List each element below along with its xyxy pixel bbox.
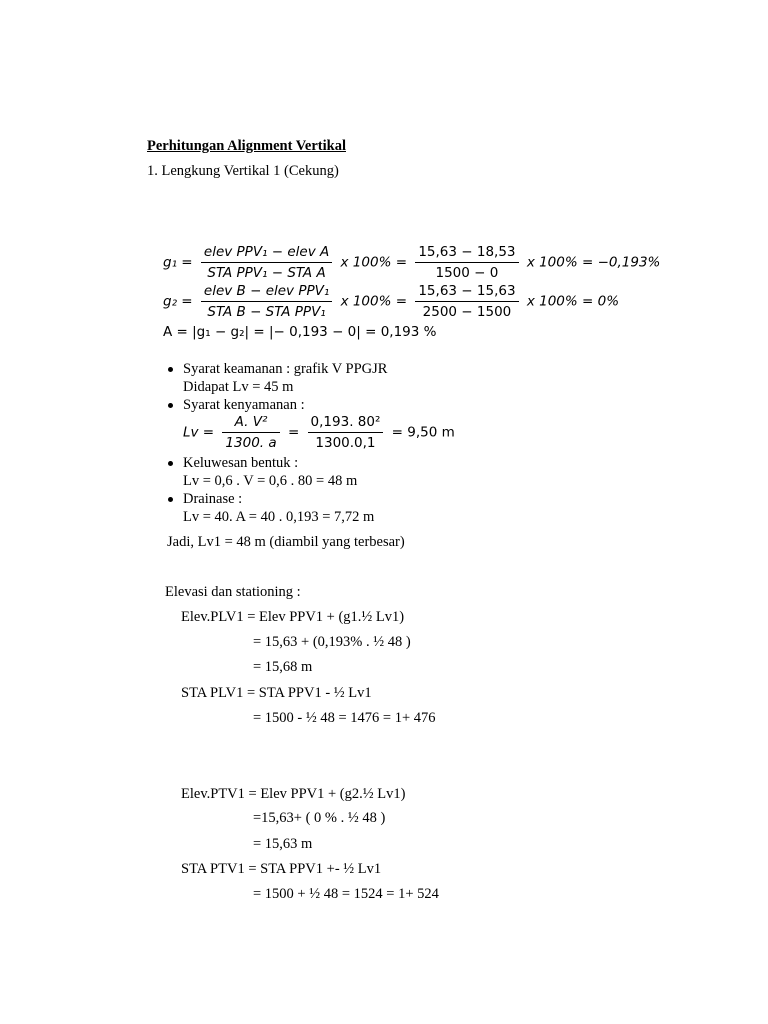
elev-ptv-line3: = 15,63 m: [253, 836, 313, 852]
g2-equation: [163, 283, 619, 320]
a-equation: A = |g₁ − g₂| = |− 0,193 − 0| = 0,193 %: [163, 324, 437, 340]
lv-value-numerator: 0,193. 80²: [308, 414, 384, 433]
elev-plv-line3: = 15,68 m: [253, 659, 313, 675]
elev-ptv-line1: Elev.PTV1 = Elev PPV1 + (g2.½ Lv1): [181, 786, 406, 802]
bullet-marker: [168, 367, 173, 372]
page-title: Perhitungan Alignment Vertikal: [147, 138, 346, 154]
lv-equals: =: [287, 424, 300, 441]
sta-ptv-line1: STA PTV1 = STA PPV1 +- ½ Lv1: [181, 861, 382, 877]
g2-lhs: g₂ =: [163, 293, 193, 310]
g1-result: x 100% = −0,193%: [526, 254, 661, 271]
bullet-keluwesan-title: Keluwesan bentuk :: [183, 455, 299, 471]
bullet-drainase-line: Lv = 40. A = 40 . 0,193 = 7,72 m: [183, 509, 375, 525]
elev-plv-line1: Elev.PLV1 = Elev PPV1 + (g1.½ Lv1): [181, 609, 405, 625]
bullet-keluwesan-line: Lv = 0,6 . V = 0,6 . 80 = 48 m: [183, 473, 358, 489]
lv-fraction: [222, 414, 279, 451]
lv-lhs: Lv =: [183, 424, 215, 441]
sta-plv-line1: STA PLV1 = STA PPV1 - ½ Lv1: [181, 685, 372, 701]
g2-denominator: STA B − STA PPV₁: [207, 304, 326, 321]
g1-multiplier: x 100% =: [340, 254, 408, 271]
bullet-drainase-title: Drainase :: [183, 491, 243, 507]
g1-lhs: g₁ =: [163, 254, 193, 271]
bullet-marker: [168, 461, 173, 466]
section-heading: 1. Lengkung Vertikal 1 (Cekung): [147, 163, 339, 179]
g1-denominator: STA PPV₁ − STA A: [207, 265, 326, 282]
g2-value-denominator: 2500 − 1500: [422, 304, 512, 321]
bullet-keamanan-line: Didapat Lv = 45 m: [183, 379, 294, 395]
kenyamanan-equation: [183, 414, 455, 451]
bullet-keamanan-title: Syarat keamanan : grafik V PPGJR: [183, 361, 388, 377]
lv-value-denominator: 1300.0,1: [315, 435, 376, 452]
g2-value-fraction: [415, 283, 518, 320]
g2-multiplier: x 100% =: [340, 293, 408, 310]
g1-numerator: elev PPV₁ − elev A: [201, 244, 332, 263]
g2-fraction: [201, 283, 332, 320]
bullet-marker: [168, 403, 173, 408]
bullet-marker: [168, 497, 173, 502]
bullet-kenyamanan-title: Syarat kenyamanan :: [183, 397, 305, 413]
g1-equation: [163, 244, 660, 281]
lv-result: = 9,50 m: [391, 424, 455, 441]
sta-plv-line2: = 1500 - ½ 48 = 1476 = 1+ 476: [253, 710, 436, 726]
g2-numerator: elev B − elev PPV₁: [201, 283, 332, 302]
g1-value-denominator: 1500 − 0: [435, 265, 499, 282]
sta-ptv-line2: = 1500 + ½ 48 = 1524 = 1+ 524: [253, 886, 439, 902]
elevasi-heading: Elevasi dan stationing :: [165, 584, 301, 600]
g1-value-numerator: 15,63 − 18,53: [415, 244, 518, 263]
g1-fraction: [201, 244, 332, 281]
lv-value-fraction: [308, 414, 384, 451]
conclusion-line: Jadi, Lv1 = 48 m (diambil yang terbesar): [167, 534, 405, 550]
lv-numerator: A. V²: [222, 414, 279, 433]
lv-denominator: 1300. a: [225, 435, 277, 452]
g2-value-numerator: 15,63 − 15,63: [415, 283, 518, 302]
g1-value-fraction: [415, 244, 518, 281]
elev-plv-line2: = 15,63 + (0,193% . ½ 48 ): [253, 634, 411, 650]
g2-result: x 100% = 0%: [526, 293, 620, 310]
elev-ptv-line2: =15,63+ ( 0 % . ½ 48 ): [253, 810, 386, 826]
